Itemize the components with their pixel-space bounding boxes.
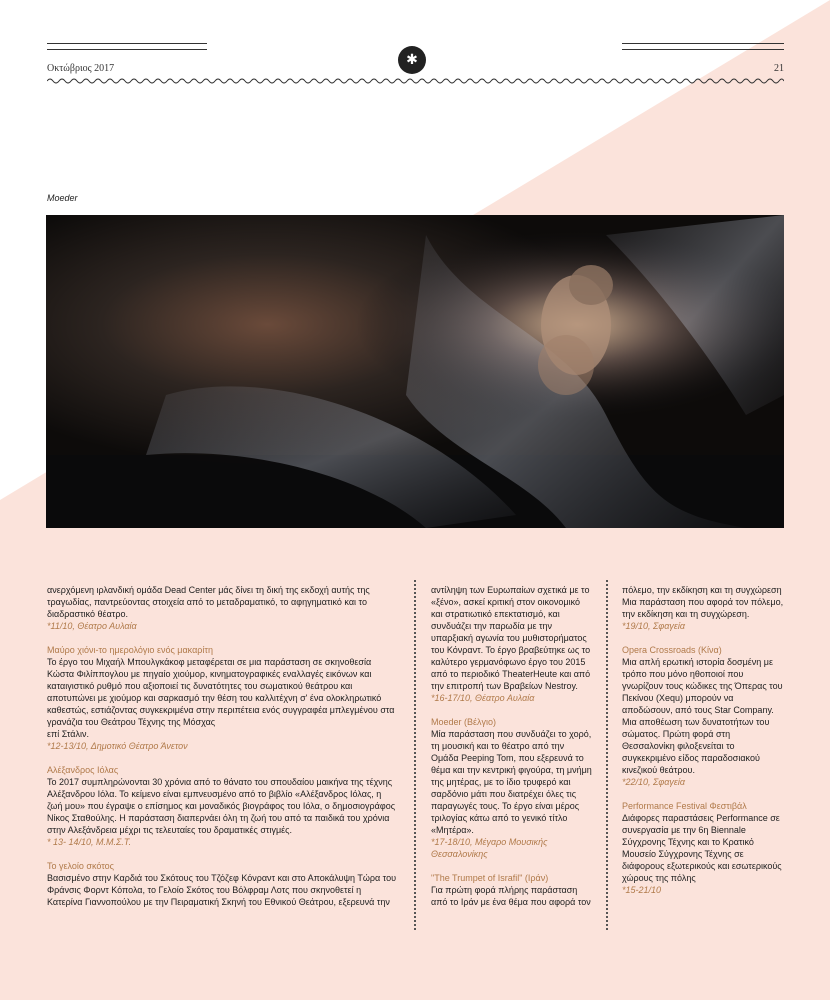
column-separator-2 (606, 580, 608, 930)
header-rule-left (47, 43, 207, 50)
stage-photo (46, 215, 784, 528)
col3-s1-body: Μια απλή ερωτική ιστορία δοσμένη με τρόπο που μόνο ηθοποιοί που γνωρίζουν τους κώδικες της Όπερας του Πεκίνου (Xequ) μπορούν να αποδώσουν, από τους Star Company. Μια αποθέωση των δυνατοτήτων του σώματος. Πρώτη φορά στη Θεσσαλονίκη φιλοξενείται το συγκεκριμένο είδος παραδοσιακού κινεζικού θεάτρου. (622, 657, 783, 775)
col1-intro: ανερχόμενη ιρλανδική ομάδα Dead Center μάς δίνει τη δική της εκδοχή αυτής της τραγωδίας, παντρεύοντας στοιχεία από το μεταδραματικό, το αφηγηματικό και το διαδραστικό θέατρο. (47, 585, 370, 619)
asterisk-badge-icon: ✱ (398, 46, 426, 74)
col2-s2-body: Για πρώτη φορά πλήρης παράσταση από το Ιράν με ένα θέμα που αφορά τον (431, 885, 591, 907)
col1-s3-body: Βασισμένο στην Καρδιά του Σκότους του Τζόζεφ Κόνραντ και στο Αποκάλυψη Τώρα του Φράνσις Φορντ Κόπολα, το Γελοίο Σκότος του Βόλφραμ Λοτς που σκηνοθετεί η Κατερίνα Γιαννοπούλου με την Πειραματική Σκηνή του Εθνικού Θεάτρου, εξερευνά την (47, 873, 397, 907)
col2-s1-title: Moeder (Βέλγιο) (431, 717, 497, 727)
col3-intro-meta: *19/10, Σφαγεία (622, 621, 686, 631)
col3-s2-meta: *15-21/10 (622, 885, 662, 895)
col1-intro-meta: *11/10, Θέατρο Αυλαία (47, 621, 137, 631)
col1-s2-body: Το 2017 συμπληρώνονται 30 χρόνια από το θάνατο του σπουδαίου μαικήνα της τέχνης Αλέξανδρου Ιόλα. Το κείμενο είναι εμπνευσμένο από το βιβλίο «Αλέξανδρος Ιόλας, η ζωή μου» που έγραψε ο επίσημος και μοναδικός βιογράφος του Ιόλα, ο δημοσιογράφος Νίκος Σταθούλης. Η παράσταση διαπερνάει όλη τη ζωή του από τα παιδικά του χρόνια στην Αλεξάνδρεια μέχρι τις τελευταίες του δραματικές στιγμές. (47, 777, 396, 835)
article-column-1 (47, 584, 397, 908)
col1-s1-meta: *12-13/10, Δημοτικό Θέατρο Άνετον (47, 741, 188, 751)
issue-date: Οκτώβριος 2017 (47, 63, 115, 74)
col3-s1-title: Opera Crossroads (Κίνα) (622, 645, 722, 655)
page-number: 21 (774, 63, 784, 74)
column-separator-1 (414, 580, 416, 930)
col3-intro: πόλεμο, την εκδίκηση και τη συγχώρεση Μια παράσταση που αφορά τον πόλεμο, την εκδίκηση και τη συγχώρεση. (622, 585, 784, 619)
col2-s1-meta: *17-18/10, Μέγαρο Μουσικής Θεσσαλονίκης (431, 837, 548, 859)
col3-s2-body: Διάφορες παραστάσεις Performance σε συνεργασία με την 6η Biennale Σύγχρονης Τέχνης και το Κρατικό Μουσείο Σύγχρονης Τέχνης σε διάφορους εξωτερικούς και εσωτερικούς χώρους της πόλης (622, 813, 782, 883)
col1-s3-title: Το γελοίο σκότος (47, 861, 114, 871)
col2-s2-title: "The Trumpet of Israfil" (Ιράν) (431, 873, 549, 883)
col1-s2-meta: * 13- 14/10, Μ.Μ.Σ.Τ. (47, 837, 132, 847)
header-rule-right (622, 43, 784, 50)
article-column-2 (431, 584, 594, 908)
col1-s1-title: Μαύρο χιόνι-το ημερολόγιο ενός μακαρίτη (47, 645, 213, 655)
col3-s1-meta: *22/10, Σφαγεία (622, 777, 686, 787)
article-column-3 (622, 584, 785, 896)
wavy-divider (47, 77, 784, 85)
col1-s2-title: Αλέξανδρος Ιόλας (47, 765, 119, 775)
col2-intro: αντίληψη των Ευρωπαίων σχετικά με το «ξένο», ασκεί κριτική στον οικονομικό και στρατιωτικό επεκτατισμό, και συνδυάζει την παρωδία με την υπαρξιακή αγωνία του μυθιστορήματος του Κόνραντ. Το έργο βραβεύτηκε ως το καλύτερο γερμανόφωνο έργο του 2015 από το περιοδικό TheaterHeute και από την επιτροπή των Βραβείων Nestroy. (431, 585, 591, 691)
photo-caption: Moeder (47, 193, 78, 203)
col2-intro-meta: *16-17/10, Θέατρο Αυλαία (431, 693, 535, 703)
col3-s2-title: Performance Festival Φεστιβάλ (622, 801, 747, 811)
col2-s1-body: Μία παράσταση που συνδυάζει το χορό, τη μουσική και το θέατρο από την Ομάδα Peeping Tom, που εξερευνά το θέμα και την κεντρική φιγούρα, τη μνήμη της μητέρας, με το ίδιο τρυφερό και σαρδόνιο μάτι που διατρέχει όλες τις παραγωγές τους. Το έργο είναι μέρος τριλογίας κάτω από το γενικό τίτλο «Μητέρα». (431, 729, 592, 835)
col1-s1-body2: επί Στάλιν. (47, 729, 89, 739)
col1-s1-body: Το έργο του Μιχαήλ Μπουλγκάκοφ μεταφέρεται σε μια παράσταση σε σκηνοθεσία Κώστα Φιλίππογλου με πηγαίο χιούμορ, κινηματογραφικές εναλλαγές εικόνων και καταιγιστικό ρυθμό που αξιοποιεί τις δυνατότητες του σωματικού θεάτρου και αποτυπώνει με χιούμορ και σαρκασμό την θέση του καλλιτέχνη σ' ένα ολοκληρωτικό καθεστώς, εστιάζοντας συγκεκριμένα στην περιπέτεια ενός συγγραφέα μπλεγμένου στα γρανάζια του Θεάτρου Τέχνης της Μόσχας (47, 657, 395, 727)
